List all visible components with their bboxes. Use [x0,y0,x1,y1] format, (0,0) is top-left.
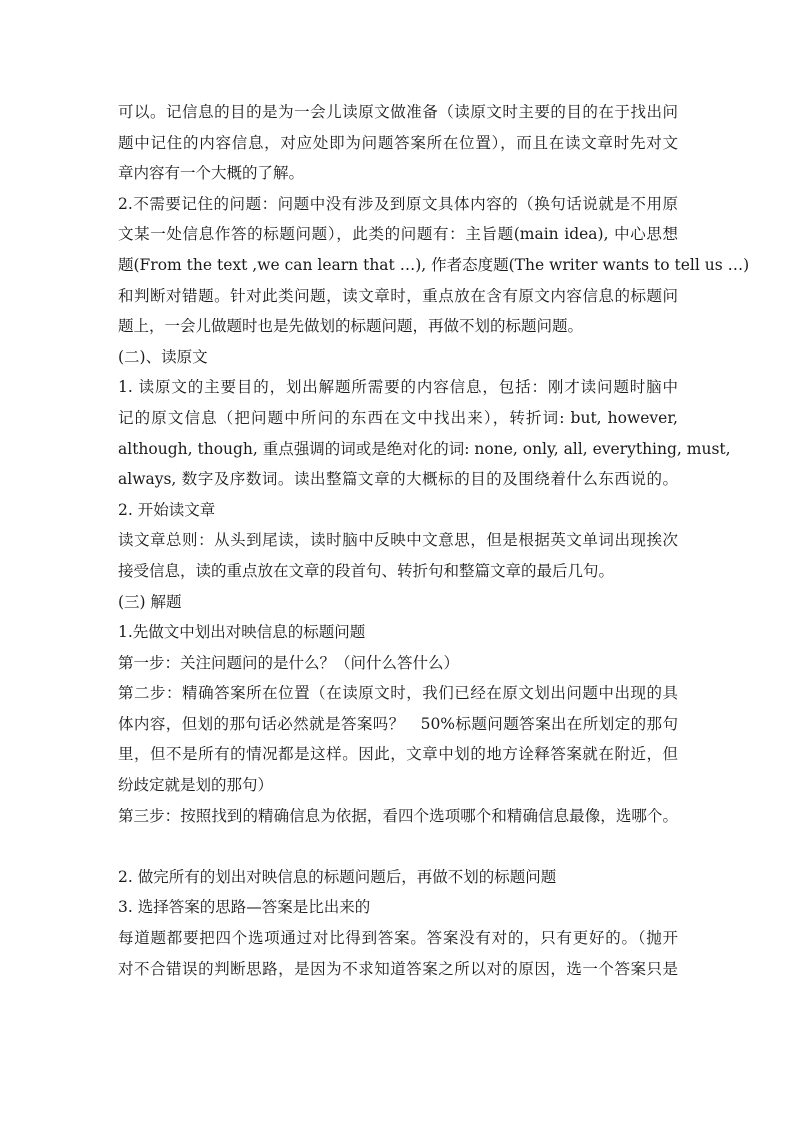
document-body [118,97,750,984]
text-line: 题中记住的内容信息，对应处即为问题答案所在位置），而且在读文章时先对文 [118,133,678,152]
text-line: 2. 做完所有的划出对映信息的标题问题后，再做不划的标题问题 [118,867,557,886]
text-line: always, 数字及序数词。读出整篇文章的大概标的目的及围绕着什么东西说的。 [118,470,678,489]
text-line: 第二步：精确答案所在位置（在读原文时，我们已经在原文划出问题中出现的具 [118,684,678,703]
text-line: 体内容，但划的那句话必然就是答案吗？ 50%标题问题答案出在所划定的那句 [118,714,678,733]
text-line: (三) 解题 [118,592,182,611]
text-line: 文某一处信息作答的标题问题），此类的问题有：主旨题(main idea), 中心思想 [118,225,678,244]
text-line: 每道题都要把四个选项通过对比得到答案。答案没有对的，只有更好的。（抛开 [118,929,678,948]
blank-line [118,831,678,862]
text-line: 第三步：按照找到的精确信息为依据，看四个选项哪个和精确信息最像，选哪个。 [118,806,678,825]
text-line: 2.不需要记住的问题：问题中没有涉及到原文具体内容的（换句话说就是不用原 [118,194,678,213]
text-line: 和判断对错题。针对此类问题，读文章时，重点放在含有原文内容信息的标题问 [118,286,678,305]
text-line: 接受信息，读的重点放在文章的段首句、转折句和整篇文章的最后几句。 [118,561,615,580]
text-line: 可以。记信息的目的是为一会儿读原文做准备（读原文时主要的目的在于找出问 [118,103,678,121]
text-line: 纷歧定就是划的那句） [118,776,274,795]
text-line: (二)、读原文 [118,347,208,366]
text-line: 对不合错误的判断思路，是因为不求知道答案之所以对的原因，选一个答案只是 [118,959,678,978]
text-line: 3. 选择答案的思路—答案是比出来的 [118,898,371,917]
text-line: although, though, 重点强调的词或是绝对化的词: none, only, all, everything, must, [118,439,731,458]
text-line: 读文章总则：从头到尾读，读时脑中反映中文意思，但是根据英文单词出现挨次 [118,531,678,550]
text-line: 记的原文信息（把问题中所问的东西在文中找出来），转折词: but, however, [118,408,678,427]
text-line: 里，但不是所有的情况都是这样。因此，文章中划的地方诠释答案就在附近，但 [118,745,678,764]
text-line: 第一步：关注问题问的是什么？（问什么答什么） [118,653,460,672]
text-line: 2. 开始读文章 [118,500,216,519]
text-line: 章内容有一个大概的了解。 [118,164,305,183]
text-line: 1. 读原文的主要目的，划出解题所需要的内容信息，包括：刚才读问题时脑中 [118,378,678,397]
text-line: 题(From the text ,we can learn that …), 作者态度题(The writer wants to tell us …) [118,255,750,274]
text-line: 题上，一会儿做题时也是先做划的标题问题，再做不划的标题问题。 [118,317,584,336]
text-line: 1.先做文中划出对映信息的标题问题 [118,623,366,642]
